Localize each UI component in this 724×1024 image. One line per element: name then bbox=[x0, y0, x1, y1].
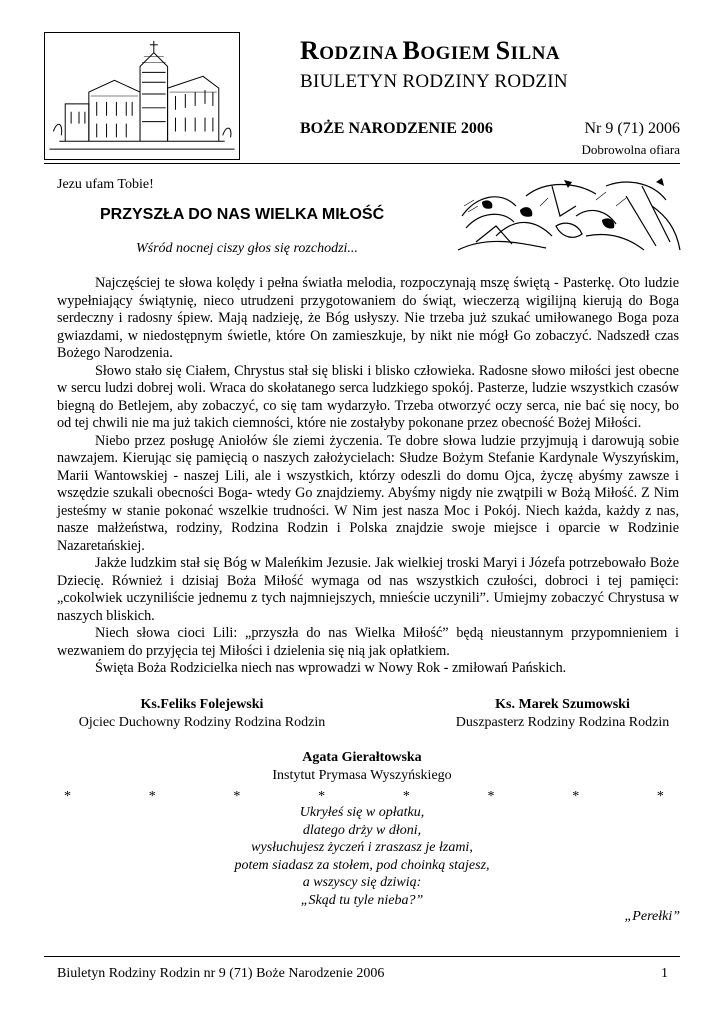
poem-line: „Skąd tu tyle nieba?” bbox=[300, 892, 424, 908]
separator-star: * bbox=[656, 789, 664, 804]
separator-star: * bbox=[402, 789, 410, 804]
poem-source: „Perełki” bbox=[624, 909, 680, 924]
poem-line: dlatego drży w dłoni, bbox=[302, 822, 422, 838]
separator-star: * bbox=[148, 789, 156, 804]
article-headline: PRZYSZŁA DO NAS WIELKA MIŁOŚĆ bbox=[100, 206, 385, 223]
signature-center-role: Instytut Prymasa Wyszyńskiego bbox=[272, 768, 452, 783]
poem bbox=[190, 804, 534, 909]
price-note: Dobrowolna ofiara bbox=[581, 142, 680, 157]
poem-line: wysłuchujesz życzeń i zraszasz je łzami, bbox=[251, 840, 473, 855]
publication-title: RODZINA BOGIEM SILNA bbox=[300, 36, 561, 65]
masthead-logo bbox=[44, 32, 240, 160]
article-paragraph: Jakże ludzkim stał się Bóg w Maleńkim Jezusie. Jak wielkiej troski Maryi i Józefa potrzebowało Boże Dziecię. Również i dzisiaj Boża Miłość wymaga od nas wszystkich czułości, dobroci i tej pamięci: „cokolwiek uczyniliście jednemu z tych najmniejszych, mnieście uczynili”. Umiejmy zobaczyć Chrystusa w naszych bliskich. bbox=[57, 555, 679, 624]
signature-left-role: Ojciec Duchowny Rodziny Rodzina Rodzin bbox=[78, 715, 326, 730]
article-body bbox=[57, 275, 679, 678]
article-paragraph: Niebo przez posługę Aniołów śle ziemi życzenia. Te dobre słowa ludzie przyjmują i darowują sobie nawzajem. Kierując się pamięcią o naszych założycielach: Słudze Bożym Stefanie Kardynale Wyszyńskim, Marii Wantowskiej - naszej Lili, ale i wszystkich, którzy odeszli do domu Ojca, życzę abyśmy zawsze i wszędzie szukali obecności Boga- wtedy Go znajdziemy. Abyśmy nigdy nie zwątpili w Bożą Miłość. Z Nim jesteśmy w stanie pokonać wszelkie trudności. W Nim jest nasza Moc i Pokój. Niech każda, każdy z nas, nasze małżeństwa, rodziny, Rodzina Rodzin i Polska znajdzie swoje miejsce i oparcie w Rodzinie Nazaretańskiej. bbox=[57, 432, 679, 554]
footer-text: Biuletyn Rodziny Rodzin nr 9 (71) Boże Narodzenie 2006 bbox=[57, 966, 385, 981]
separator-star: * bbox=[233, 789, 241, 804]
publication-subtitle: BIULETYN RODZINY RODZIN bbox=[300, 71, 568, 92]
poem-line: potem siadasz za stołem, pod choinką stajesz, bbox=[234, 857, 490, 873]
poem-line: a wszyscy się dziwią: bbox=[302, 875, 422, 890]
signature-right bbox=[430, 696, 695, 732]
article-paragraph: Niech słowa cioci Lili: „przyszła do nas Wielka Miłość” będą nieustannym przypomnieniem i wezwaniem do przyjęcia tej Miłości i dzielenia się nią jak opłatkiem. bbox=[57, 625, 679, 659]
nativity-illustration bbox=[456, 176, 684, 254]
issue-title: BOŻE NARODZENIE 2006 bbox=[300, 120, 493, 137]
signature-right-role: Duszpasterz Rodziny Rodzina Rodzin bbox=[455, 715, 670, 730]
separator-star: * bbox=[318, 789, 326, 804]
motto: Jezu ufam Tobie! bbox=[57, 177, 154, 192]
issue-number: Nr 9 (71) 2006 bbox=[584, 120, 680, 137]
signature-left-name: Ks.Feliks Folejewski bbox=[140, 697, 264, 712]
footer-divider bbox=[44, 956, 680, 957]
separator-star: * bbox=[487, 789, 495, 804]
header-divider bbox=[44, 163, 680, 164]
signature-center bbox=[190, 749, 534, 785]
star-separator bbox=[64, 789, 664, 805]
article-paragraph: Słowo stało się Ciałem, Chrystus stał się bliski i blisko człowieka. Radosne słowo miłości jest obecne w sercu ludzi dobrej woli. Wraca do skołatanego serca ludzkiego spokój. Pasterze, ludzie wszystkich czasów biegną do Betlejem, aby zobaczyć, co się tam wydarzyło. Trzeba otworzyć oczy serca, nie bać się nocy, bo od tej chwili nie ma już takich ciemności, które nie zostałyby pokonane przez obecność Bożej Miłości. bbox=[57, 362, 679, 431]
article-paragraph: Święta Boża Rodzicielka niech nas wprowadzi w Nowy Rok - zmiłowań Pańskich. bbox=[95, 660, 567, 676]
signature-left bbox=[57, 696, 347, 732]
article-paragraph: Najczęściej te słowa kolędy i pełna światła melodia, rozpoczynają mszę świętą - Pasterkę. Oto ludzie wypełniający świątynię, nieco utrudzeni przygotowaniem do świąt, wieczerzą wigilijną kierują do Boga serdeczny i radosny śpiew. Mają nadzieję, że Bóg usłyszy. Nie trzeba już szukać umiłowanego Boga poza gwiazdami, w niedostępnym świetle, które On zamieszkuje, by nikt nie mógł Go zobaczyć. Nadszedł czas Bożego Narodzenia. bbox=[57, 275, 679, 361]
separator-star: * bbox=[64, 789, 71, 804]
signature-right-name: Ks. Marek Szumowski bbox=[495, 697, 630, 712]
page-number: 1 bbox=[661, 966, 668, 981]
poem-line: Ukryłeś się w opłatku, bbox=[299, 805, 425, 820]
separator-star: * bbox=[572, 789, 580, 804]
article-epigraph: Wśród nocnej ciszy głos się rozchodzi... bbox=[136, 241, 358, 256]
signature-center-name: Agata Gierałtowska bbox=[302, 750, 422, 765]
church-building-drawing bbox=[45, 33, 239, 159]
